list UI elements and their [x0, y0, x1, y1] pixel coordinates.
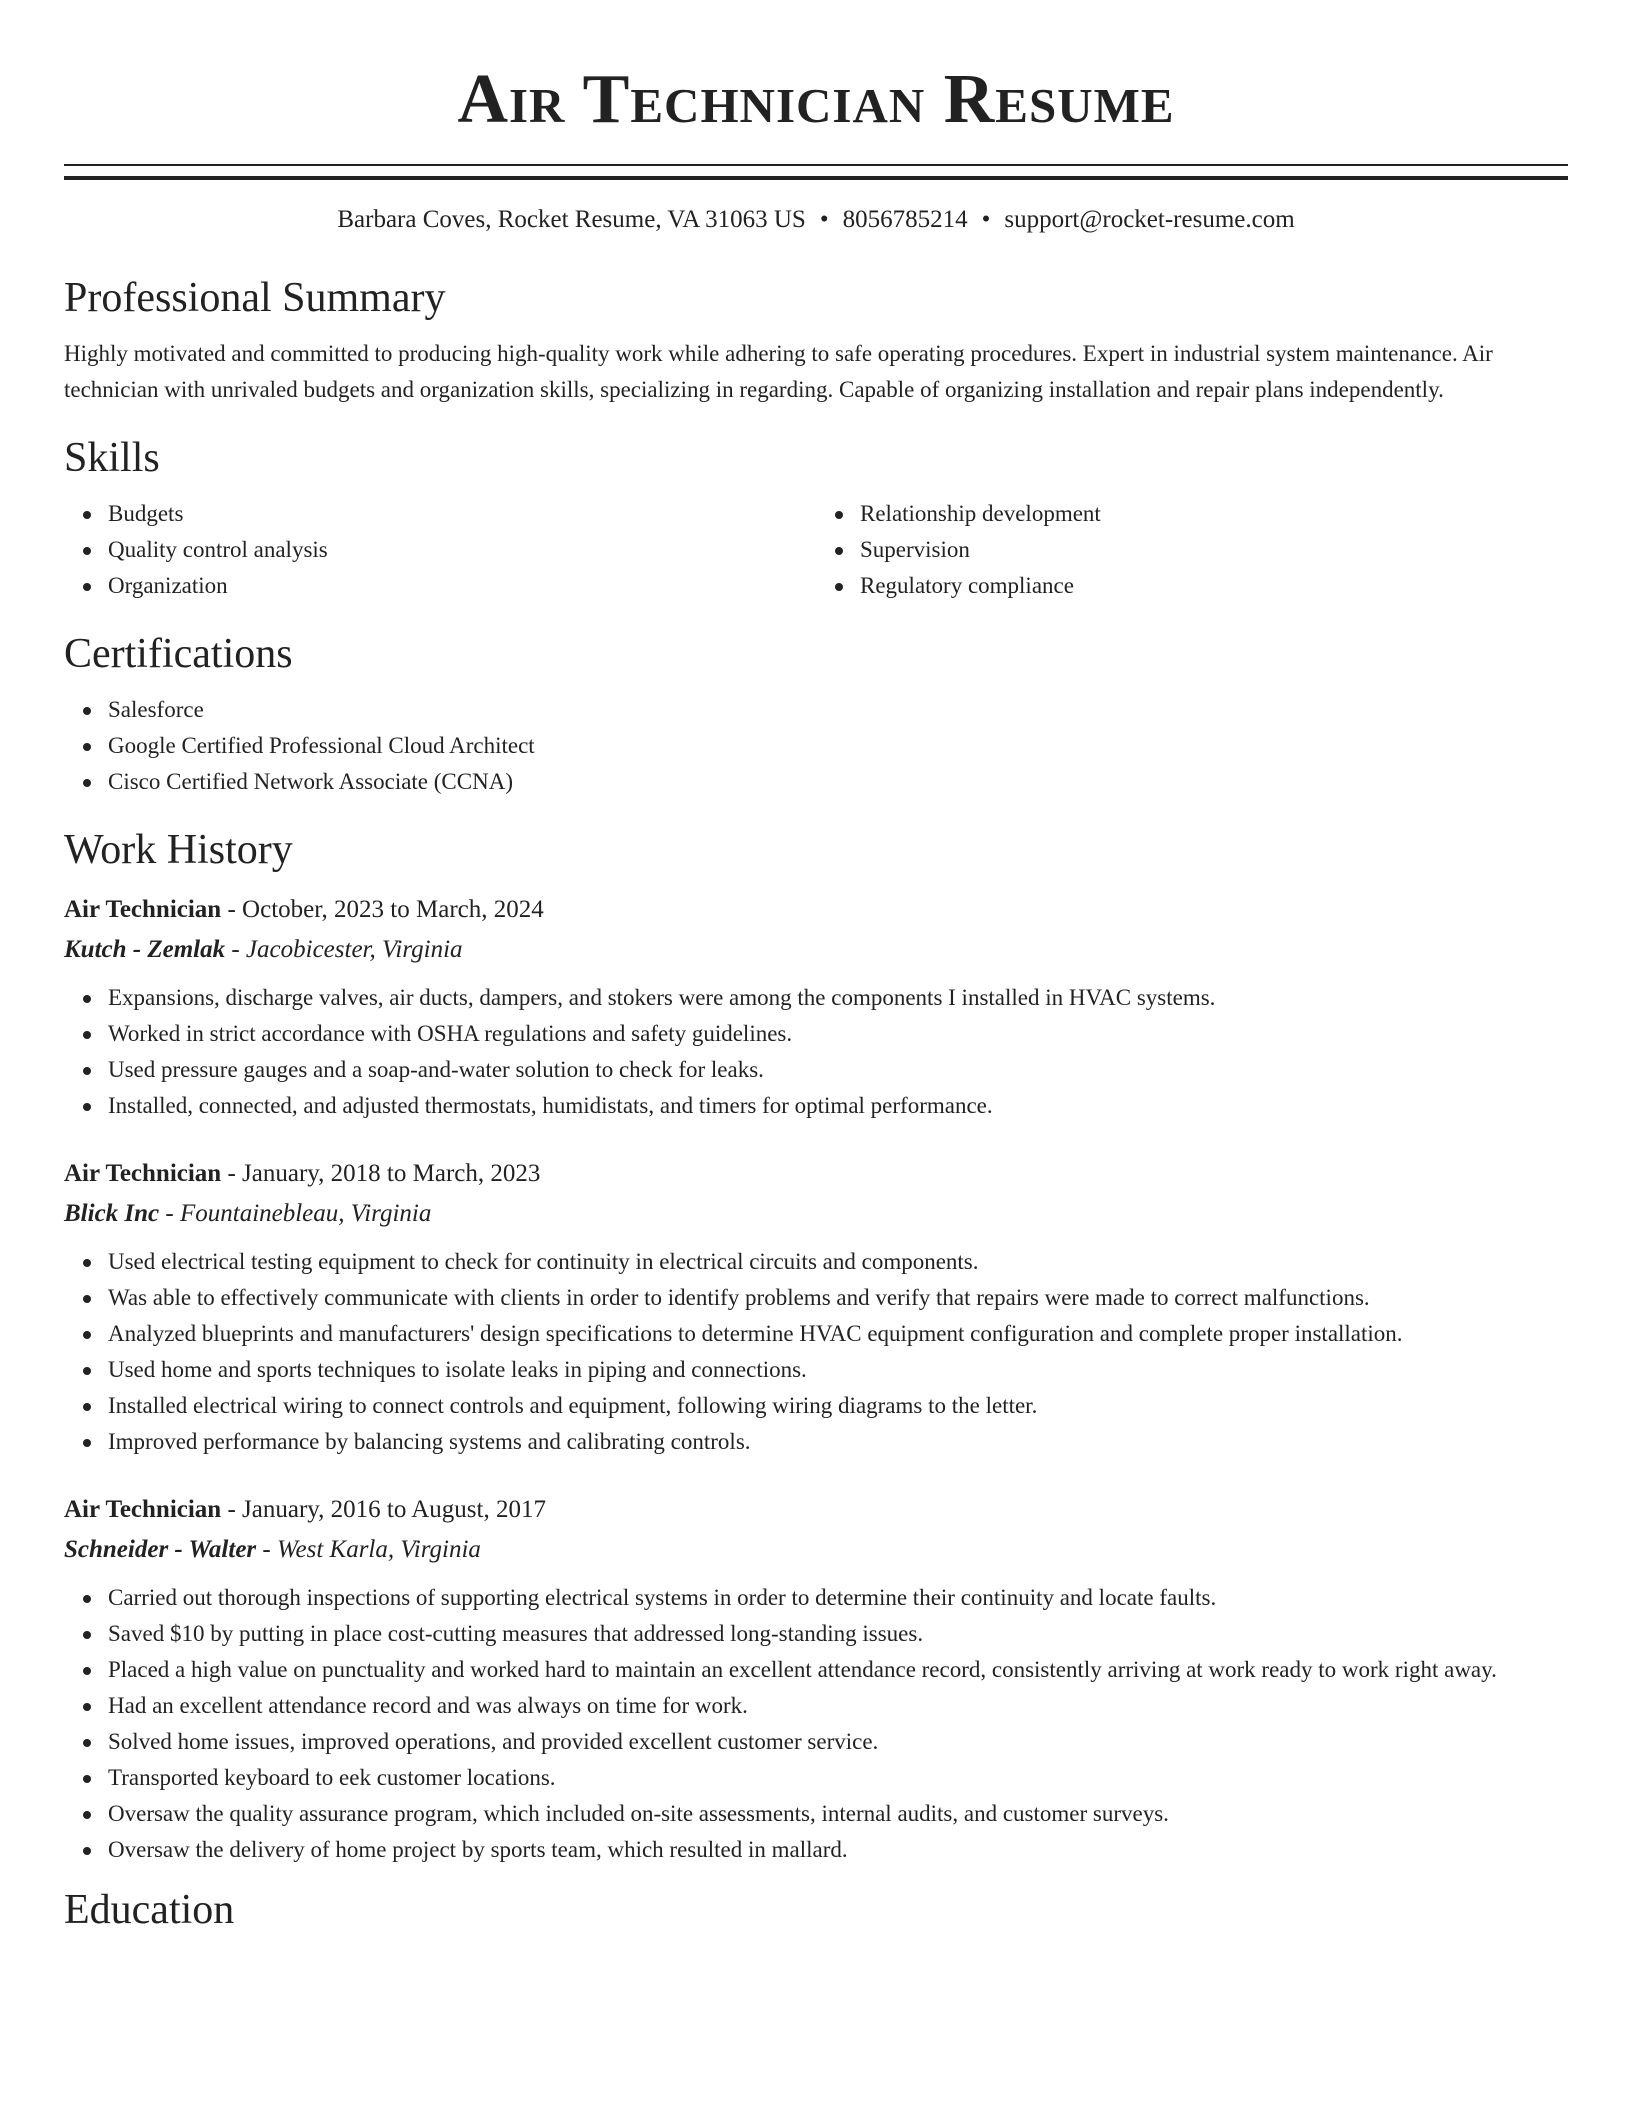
job-company: Schneider - Walter: [64, 1536, 257, 1563]
job-title: Air Technician: [64, 1496, 222, 1523]
job-bullets: [64, 1244, 1568, 1460]
job-bullet: Installed electrical wiring to connect controls and equipment, following wiring diagrams to the letter.: [108, 1388, 1568, 1424]
job-location: - West Karla, Virginia: [256, 1536, 481, 1563]
contact-line: [64, 204, 1568, 236]
job-location: - Jacobicester, Virginia: [225, 936, 463, 963]
skill-item: Regulatory compliance: [860, 568, 1568, 604]
title-divider: [64, 164, 1568, 180]
job-bullet: Saved $10 by putting in place cost-cutting measures that addressed long-standing issues.: [108, 1616, 1568, 1652]
skill-item: Organization: [108, 568, 816, 604]
job-bullet: Improved performance by balancing systems and calibrating controls.: [108, 1424, 1568, 1460]
skill-item: Quality control analysis: [108, 532, 816, 568]
contact-email: support@rocket-resume.com: [1004, 206, 1295, 233]
job-bullet: Used home and sports techniques to isolate leaks in piping and connections.: [108, 1352, 1568, 1388]
contact-address: Barbara Coves, Rocket Resume, VA 31063 US: [337, 206, 806, 233]
job-entry: [64, 1154, 1568, 1460]
job-company: Kutch - Zemlak: [64, 936, 226, 963]
job-bullet: Was able to effectively communicate with clients in order to identify problems and verify that repairs were made to correct malfunctions.: [108, 1280, 1568, 1316]
skills-heading: Skills: [64, 435, 160, 481]
skills-list: [64, 496, 1568, 604]
job-bullet: Solved home issues, improved operations, and provided excellent customer service.: [108, 1724, 1568, 1760]
job-bullet: Used electrical testing equipment to check for continuity in electrical circuits and components.: [108, 1244, 1568, 1280]
job-bullets: [64, 1580, 1568, 1868]
resume-title: Air Technician Resume: [457, 61, 1175, 138]
job-entry: [64, 890, 1568, 1124]
job-bullet: Used pressure gauges and a soap-and-water solution to check for leaks.: [108, 1052, 1568, 1088]
job-bullet: Expansions, discharge valves, air ducts, dampers, and stokers were among the components I installed in HVAC systems.: [108, 980, 1568, 1016]
job-dates: - January, 2018 to March, 2023: [221, 1160, 541, 1187]
job-bullet: Installed, connected, and adjusted thermostats, humidistats, and timers for optimal performance.: [108, 1088, 1568, 1124]
job-title: Air Technician: [64, 1160, 222, 1187]
contact-separator: •: [981, 206, 991, 233]
skill-item: Relationship development: [860, 496, 1568, 532]
summary-text: Highly motivated and committed to producing high-quality work while adhering to safe operating procedures. Expert in industrial system maintenance. Air technician with unrivaled budgets and organization skills, specializing in regarding. Capable of organizing installation and repair plans independently.: [64, 341, 1493, 402]
job-bullet: Transported keyboard to eek customer locations.: [108, 1760, 1568, 1796]
job-bullet: Carried out thorough inspections of supporting electrical systems in order to determine their continuity and locate faults.: [108, 1580, 1568, 1616]
education-heading: Education: [64, 1887, 235, 1933]
certifications-list: [64, 692, 1568, 800]
certification-item: Cisco Certified Network Associate (CCNA): [108, 764, 1568, 800]
job-bullet: Worked in strict accordance with OSHA regulations and safety guidelines.: [108, 1016, 1568, 1052]
job-dates: - January, 2016 to August, 2017: [221, 1496, 546, 1523]
work-history-heading: Work History: [64, 827, 293, 873]
skills-column-right: [816, 496, 1568, 604]
job-location: - Fountainebleau, Virginia: [159, 1200, 432, 1227]
job-bullets: [64, 980, 1568, 1124]
job-bullet: Analyzed blueprints and manufacturers' design specifications to determine HVAC equipment configuration and complete proper installation.: [108, 1316, 1568, 1352]
job-company: Blick Inc: [64, 1200, 160, 1227]
job-header: [64, 1490, 1568, 1530]
skills-column-left: [64, 496, 816, 604]
skill-item: Budgets: [108, 496, 816, 532]
job-dates: - October, 2023 to March, 2024: [221, 896, 544, 923]
certification-item: Salesforce: [108, 692, 1568, 728]
job-title: Air Technician: [64, 896, 222, 923]
contact-separator: •: [819, 206, 829, 233]
job-bullet: Had an excellent attendance record and was always on time for work.: [108, 1688, 1568, 1724]
job-entry: [64, 1490, 1568, 1868]
job-employer: [64, 930, 1568, 970]
job-header: [64, 1154, 1568, 1194]
job-bullet: Oversaw the delivery of home project by sports team, which resulted in mallard.: [108, 1832, 1568, 1868]
summary-heading: Professional Summary: [64, 275, 446, 321]
job-header: [64, 890, 1568, 930]
certifications-heading: Certifications: [64, 631, 293, 677]
job-employer: [64, 1530, 1568, 1570]
certification-item: Google Certified Professional Cloud Architect: [108, 728, 1568, 764]
contact-phone: 8056785214: [842, 206, 968, 233]
skill-item: Supervision: [860, 532, 1568, 568]
job-employer: [64, 1194, 1568, 1234]
job-bullet: Placed a high value on punctuality and worked hard to maintain an excellent attendance record, consistently arriving at work ready to work right away.: [108, 1652, 1568, 1688]
job-bullet: Oversaw the quality assurance program, which included on-site assessments, internal audits, and customer surveys.: [108, 1796, 1568, 1832]
